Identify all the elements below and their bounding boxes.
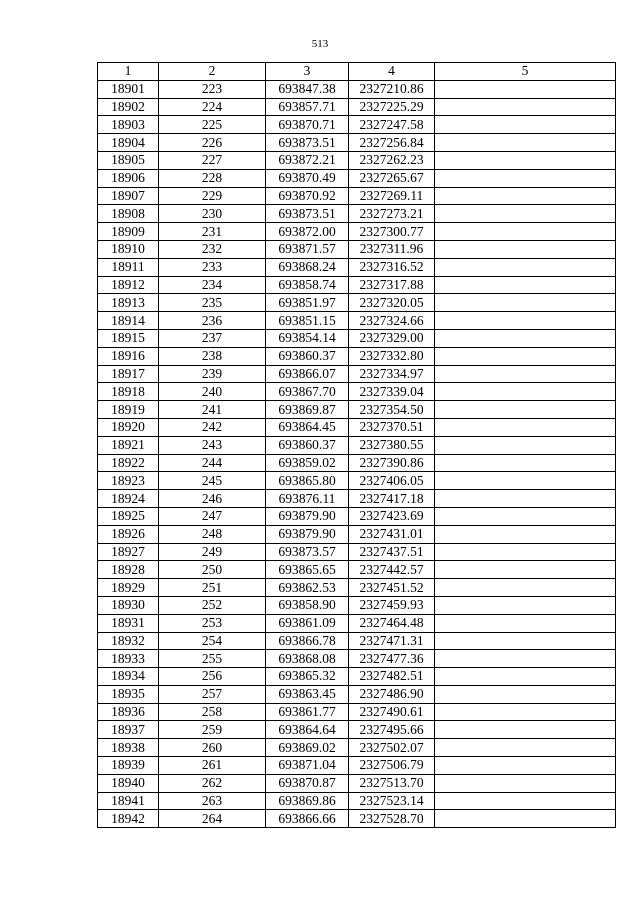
table-cell-col-3: 693870.87 xyxy=(266,774,349,792)
table-cell-col-4: 2327451.52 xyxy=(349,579,435,597)
table-cell-col-1: 18909 xyxy=(98,223,159,241)
table-cell-col-2: 254 xyxy=(159,632,266,650)
table-cell-col-4: 2327423.69 xyxy=(349,507,435,525)
table-cell-col-3: 693863.45 xyxy=(266,685,349,703)
table-row xyxy=(98,205,616,223)
table-cell-col-4: 2327417.18 xyxy=(349,490,435,508)
table-cell-col-1: 18937 xyxy=(98,721,159,739)
table-cell-col-4: 2327495.66 xyxy=(349,721,435,739)
table-cell-col-4: 2327406.05 xyxy=(349,472,435,490)
table-cell-col-5 xyxy=(435,98,616,116)
table-cell-col-4: 2327370.51 xyxy=(349,418,435,436)
table-cell-col-3: 693868.24 xyxy=(266,258,349,276)
table-row xyxy=(98,329,616,347)
table-cell-col-1: 18928 xyxy=(98,561,159,579)
table-cell-col-5 xyxy=(435,579,616,597)
table-cell-col-4: 2327320.05 xyxy=(349,294,435,312)
table-row xyxy=(98,454,616,472)
table-row xyxy=(98,116,616,134)
table-cell-col-1: 18923 xyxy=(98,472,159,490)
table-cell-col-2: 255 xyxy=(159,650,266,668)
table-cell-col-3: 693868.08 xyxy=(266,650,349,668)
table-row xyxy=(98,151,616,169)
table-cell-col-5 xyxy=(435,507,616,525)
table-cell-col-2: 261 xyxy=(159,757,266,775)
table-cell-col-2: 249 xyxy=(159,543,266,561)
table-row xyxy=(98,632,616,650)
table-row xyxy=(98,757,616,775)
table-cell-col-5 xyxy=(435,561,616,579)
table-cell-col-5 xyxy=(435,276,616,294)
table-cell-col-2: 242 xyxy=(159,418,266,436)
table-cell-col-5 xyxy=(435,329,616,347)
table-cell-col-5 xyxy=(435,757,616,775)
table-cell-col-3: 693873.51 xyxy=(266,205,349,223)
table-cell-col-2: 246 xyxy=(159,490,266,508)
table-row xyxy=(98,223,616,241)
table-cell-col-3: 693864.64 xyxy=(266,721,349,739)
table-cell-col-1: 18921 xyxy=(98,436,159,454)
table-cell-col-2: 223 xyxy=(159,80,266,98)
table-cell-col-5 xyxy=(435,80,616,98)
table-cell-col-3: 693851.97 xyxy=(266,294,349,312)
table-row xyxy=(98,294,616,312)
table-row xyxy=(98,668,616,686)
table-cell-col-3: 693860.37 xyxy=(266,436,349,454)
table-cell-col-5 xyxy=(435,739,616,757)
table-row xyxy=(98,401,616,419)
table-cell-col-2: 232 xyxy=(159,240,266,258)
table-row xyxy=(98,703,616,721)
table-cell-col-5 xyxy=(435,721,616,739)
table-cell-col-5 xyxy=(435,632,616,650)
table-cell-col-2: 247 xyxy=(159,507,266,525)
table-cell-col-5 xyxy=(435,596,616,614)
table-cell-col-1: 18912 xyxy=(98,276,159,294)
table-cell-col-1: 18938 xyxy=(98,739,159,757)
table-row xyxy=(98,169,616,187)
table-cell-col-4: 2327437.51 xyxy=(349,543,435,561)
table-cell-col-3: 693865.65 xyxy=(266,561,349,579)
table-cell-col-2: 252 xyxy=(159,596,266,614)
table-cell-col-4: 2327486.90 xyxy=(349,685,435,703)
table-cell-col-5 xyxy=(435,223,616,241)
table-cell-col-5 xyxy=(435,205,616,223)
table-cell-col-3: 693870.92 xyxy=(266,187,349,205)
table-cell-col-3: 693869.02 xyxy=(266,739,349,757)
table-cell-col-4: 2327431.01 xyxy=(349,525,435,543)
table-cell-col-5 xyxy=(435,134,616,152)
table-cell-col-4: 2327354.50 xyxy=(349,401,435,419)
table-cell-col-3: 693862.53 xyxy=(266,579,349,597)
table-cell-col-4: 2327300.77 xyxy=(349,223,435,241)
table-row xyxy=(98,685,616,703)
table-cell-col-2: 257 xyxy=(159,685,266,703)
table-cell-col-5 xyxy=(435,810,616,828)
table-cell-col-1: 18911 xyxy=(98,258,159,276)
table-row xyxy=(98,596,616,614)
table-cell-col-4: 2327317.88 xyxy=(349,276,435,294)
table-cell-col-2: 241 xyxy=(159,401,266,419)
table-cell-col-4: 2327528.70 xyxy=(349,810,435,828)
table-row xyxy=(98,347,616,365)
table-row xyxy=(98,187,616,205)
table-cell-col-4: 2327477.36 xyxy=(349,650,435,668)
table-cell-col-5 xyxy=(435,490,616,508)
table-cell-col-4: 2327464.48 xyxy=(349,614,435,632)
column-header-3: 3 xyxy=(266,63,349,81)
table-body xyxy=(98,80,616,827)
table-cell-col-2: 260 xyxy=(159,739,266,757)
table-cell-col-3: 693859.02 xyxy=(266,454,349,472)
table-cell-col-5 xyxy=(435,347,616,365)
table-cell-col-4: 2327247.58 xyxy=(349,116,435,134)
table-cell-col-2: 244 xyxy=(159,454,266,472)
table-cell-col-4: 2327324.66 xyxy=(349,312,435,330)
table-cell-col-2: 248 xyxy=(159,525,266,543)
table-cell-col-4: 2327265.67 xyxy=(349,169,435,187)
table-cell-col-1: 18933 xyxy=(98,650,159,668)
table-row xyxy=(98,258,616,276)
table-cell-col-1: 18931 xyxy=(98,614,159,632)
table-cell-col-3: 693873.51 xyxy=(266,134,349,152)
table-cell-col-1: 18915 xyxy=(98,329,159,347)
table-row xyxy=(98,240,616,258)
table-cell-col-3: 693847.38 xyxy=(266,80,349,98)
table-cell-col-1: 18903 xyxy=(98,116,159,134)
table-cell-col-5 xyxy=(435,151,616,169)
table-row xyxy=(98,507,616,525)
table-cell-col-4: 2327332.80 xyxy=(349,347,435,365)
table-row xyxy=(98,490,616,508)
table-cell-col-3: 693879.90 xyxy=(266,507,349,525)
table-cell-col-4: 2327210.86 xyxy=(349,80,435,98)
table-cell-col-2: 231 xyxy=(159,223,266,241)
table-cell-col-1: 18901 xyxy=(98,80,159,98)
table-cell-col-1: 18916 xyxy=(98,347,159,365)
table-cell-col-5 xyxy=(435,294,616,312)
table-cell-col-3: 693869.86 xyxy=(266,792,349,810)
table-cell-col-1: 18906 xyxy=(98,169,159,187)
table-cell-col-3: 693858.90 xyxy=(266,596,349,614)
table-cell-col-2: 251 xyxy=(159,579,266,597)
table-cell-col-1: 18939 xyxy=(98,757,159,775)
table-cell-col-3: 693858.74 xyxy=(266,276,349,294)
table-cell-col-2: 233 xyxy=(159,258,266,276)
table-row xyxy=(98,472,616,490)
table-cell-col-1: 18924 xyxy=(98,490,159,508)
table-cell-col-3: 693876.11 xyxy=(266,490,349,508)
table-cell-col-3: 693870.49 xyxy=(266,169,349,187)
table-cell-col-3: 693867.70 xyxy=(266,383,349,401)
table-cell-col-5 xyxy=(435,401,616,419)
table-cell-col-4: 2327256.84 xyxy=(349,134,435,152)
table-row xyxy=(98,543,616,561)
column-header-5: 5 xyxy=(435,63,616,81)
table-cell-col-4: 2327273.21 xyxy=(349,205,435,223)
table-cell-col-2: 235 xyxy=(159,294,266,312)
table-cell-col-5 xyxy=(435,614,616,632)
table-cell-col-3: 693872.21 xyxy=(266,151,349,169)
table-cell-col-5 xyxy=(435,792,616,810)
table-cell-col-1: 18935 xyxy=(98,685,159,703)
table-cell-col-4: 2327262.23 xyxy=(349,151,435,169)
table-cell-col-4: 2327502.07 xyxy=(349,739,435,757)
table-cell-col-5 xyxy=(435,312,616,330)
table-cell-col-5 xyxy=(435,703,616,721)
table-row xyxy=(98,579,616,597)
table-cell-col-3: 693866.78 xyxy=(266,632,349,650)
table-cell-col-3: 693865.32 xyxy=(266,668,349,686)
table-cell-col-1: 18902 xyxy=(98,98,159,116)
table-cell-col-5 xyxy=(435,418,616,436)
table-cell-col-4: 2327513.70 xyxy=(349,774,435,792)
table-cell-col-1: 18940 xyxy=(98,774,159,792)
table-cell-col-3: 693865.80 xyxy=(266,472,349,490)
table-cell-col-2: 226 xyxy=(159,134,266,152)
table-cell-col-2: 225 xyxy=(159,116,266,134)
table-cell-col-4: 2327380.55 xyxy=(349,436,435,454)
table-row xyxy=(98,792,616,810)
table-cell-col-1: 18919 xyxy=(98,401,159,419)
table-cell-col-5 xyxy=(435,543,616,561)
table-cell-col-1: 18925 xyxy=(98,507,159,525)
table-cell-col-3: 693879.90 xyxy=(266,525,349,543)
table-cell-col-3: 693866.66 xyxy=(266,810,349,828)
table-cell-col-1: 18934 xyxy=(98,668,159,686)
table-cell-col-3: 693864.45 xyxy=(266,418,349,436)
table-cell-col-1: 18913 xyxy=(98,294,159,312)
table-cell-col-1: 18904 xyxy=(98,134,159,152)
table-cell-col-3: 693860.37 xyxy=(266,347,349,365)
table-cell-col-5 xyxy=(435,525,616,543)
table-cell-col-3: 693851.15 xyxy=(266,312,349,330)
table-row xyxy=(98,739,616,757)
table-cell-col-2: 234 xyxy=(159,276,266,294)
column-header-1: 1 xyxy=(98,63,159,81)
table-cell-col-4: 2327311.96 xyxy=(349,240,435,258)
table-cell-col-5 xyxy=(435,240,616,258)
table-cell-col-2: 237 xyxy=(159,329,266,347)
table-cell-col-1: 18936 xyxy=(98,703,159,721)
table-row xyxy=(98,383,616,401)
table-cell-col-2: 228 xyxy=(159,169,266,187)
table-cell-col-1: 18907 xyxy=(98,187,159,205)
table-row xyxy=(98,525,616,543)
table-cell-col-2: 262 xyxy=(159,774,266,792)
coordinates-table xyxy=(97,62,616,828)
table-cell-col-2: 264 xyxy=(159,810,266,828)
table-cell-col-4: 2327523.14 xyxy=(349,792,435,810)
table-row xyxy=(98,561,616,579)
table-cell-col-1: 18941 xyxy=(98,792,159,810)
table-cell-col-2: 238 xyxy=(159,347,266,365)
table-cell-col-2: 256 xyxy=(159,668,266,686)
table-cell-col-2: 259 xyxy=(159,721,266,739)
table-row xyxy=(98,80,616,98)
table-cell-col-4: 2327471.31 xyxy=(349,632,435,650)
table-cell-col-5 xyxy=(435,472,616,490)
table-cell-col-5 xyxy=(435,187,616,205)
table-cell-col-2: 224 xyxy=(159,98,266,116)
table-cell-col-2: 230 xyxy=(159,205,266,223)
table-cell-col-1: 18930 xyxy=(98,596,159,614)
table-cell-col-5 xyxy=(435,454,616,472)
table-cell-col-4: 2327334.97 xyxy=(349,365,435,383)
table-cell-col-3: 693871.57 xyxy=(266,240,349,258)
table-cell-col-2: 227 xyxy=(159,151,266,169)
table-cell-col-1: 18918 xyxy=(98,383,159,401)
table-cell-col-1: 18917 xyxy=(98,365,159,383)
table-row xyxy=(98,312,616,330)
table-cell-col-4: 2327482.51 xyxy=(349,668,435,686)
table-row xyxy=(98,418,616,436)
table-cell-col-2: 245 xyxy=(159,472,266,490)
table-cell-col-2: 236 xyxy=(159,312,266,330)
table-cell-col-1: 18920 xyxy=(98,418,159,436)
table-cell-col-2: 240 xyxy=(159,383,266,401)
table-row xyxy=(98,436,616,454)
table-cell-col-2: 258 xyxy=(159,703,266,721)
table-cell-col-4: 2327225.29 xyxy=(349,98,435,116)
table-cell-col-4: 2327390.86 xyxy=(349,454,435,472)
table-cell-col-4: 2327269.11 xyxy=(349,187,435,205)
table-cell-col-3: 693871.04 xyxy=(266,757,349,775)
table-cell-col-5 xyxy=(435,169,616,187)
table-header-row xyxy=(98,63,616,81)
table-cell-col-5 xyxy=(435,365,616,383)
table-cell-col-1: 18908 xyxy=(98,205,159,223)
table-cell-col-4: 2327442.57 xyxy=(349,561,435,579)
table-cell-col-2: 239 xyxy=(159,365,266,383)
table-cell-col-3: 693873.57 xyxy=(266,543,349,561)
table-row xyxy=(98,774,616,792)
table-cell-col-1: 18932 xyxy=(98,632,159,650)
page-number: 513 xyxy=(311,38,329,50)
table-cell-col-1: 18905 xyxy=(98,151,159,169)
table-cell-col-2: 250 xyxy=(159,561,266,579)
table-cell-col-2: 263 xyxy=(159,792,266,810)
table-cell-col-5 xyxy=(435,258,616,276)
table-cell-col-3: 693854.14 xyxy=(266,329,349,347)
table-cell-col-3: 693857.71 xyxy=(266,98,349,116)
table-cell-col-4: 2327490.61 xyxy=(349,703,435,721)
table-cell-col-1: 18929 xyxy=(98,579,159,597)
table-cell-col-4: 2327316.52 xyxy=(349,258,435,276)
table-cell-col-1: 18910 xyxy=(98,240,159,258)
table-cell-col-5 xyxy=(435,650,616,668)
table-cell-col-2: 229 xyxy=(159,187,266,205)
table-row xyxy=(98,650,616,668)
table-cell-col-5 xyxy=(435,668,616,686)
table-cell-col-3: 693866.07 xyxy=(266,365,349,383)
table-cell-col-1: 18942 xyxy=(98,810,159,828)
table-cell-col-3: 693861.77 xyxy=(266,703,349,721)
table-row xyxy=(98,134,616,152)
table-cell-col-4: 2327329.00 xyxy=(349,329,435,347)
table-cell-col-5 xyxy=(435,116,616,134)
table-cell-col-1: 18922 xyxy=(98,454,159,472)
table-cell-col-1: 18926 xyxy=(98,525,159,543)
column-header-4: 4 xyxy=(349,63,435,81)
table-cell-col-4: 2327506.79 xyxy=(349,757,435,775)
table-cell-col-2: 253 xyxy=(159,614,266,632)
table-cell-col-4: 2327339.04 xyxy=(349,383,435,401)
table-cell-col-3: 693861.09 xyxy=(266,614,349,632)
table-cell-col-3: 693872.00 xyxy=(266,223,349,241)
table-cell-col-1: 18914 xyxy=(98,312,159,330)
table-row xyxy=(98,365,616,383)
table-cell-col-1: 18927 xyxy=(98,543,159,561)
table-row xyxy=(98,276,616,294)
table-cell-col-5 xyxy=(435,685,616,703)
table-cell-col-2: 243 xyxy=(159,436,266,454)
table-row xyxy=(98,614,616,632)
table-cell-col-5 xyxy=(435,436,616,454)
table-cell-col-5 xyxy=(435,383,616,401)
table-cell-col-5 xyxy=(435,774,616,792)
table-cell-col-3: 693870.71 xyxy=(266,116,349,134)
table-cell-col-4: 2327459.93 xyxy=(349,596,435,614)
table-cell-col-3: 693869.87 xyxy=(266,401,349,419)
column-header-2: 2 xyxy=(159,63,266,81)
table-row xyxy=(98,98,616,116)
table-row xyxy=(98,810,616,828)
table-row xyxy=(98,721,616,739)
